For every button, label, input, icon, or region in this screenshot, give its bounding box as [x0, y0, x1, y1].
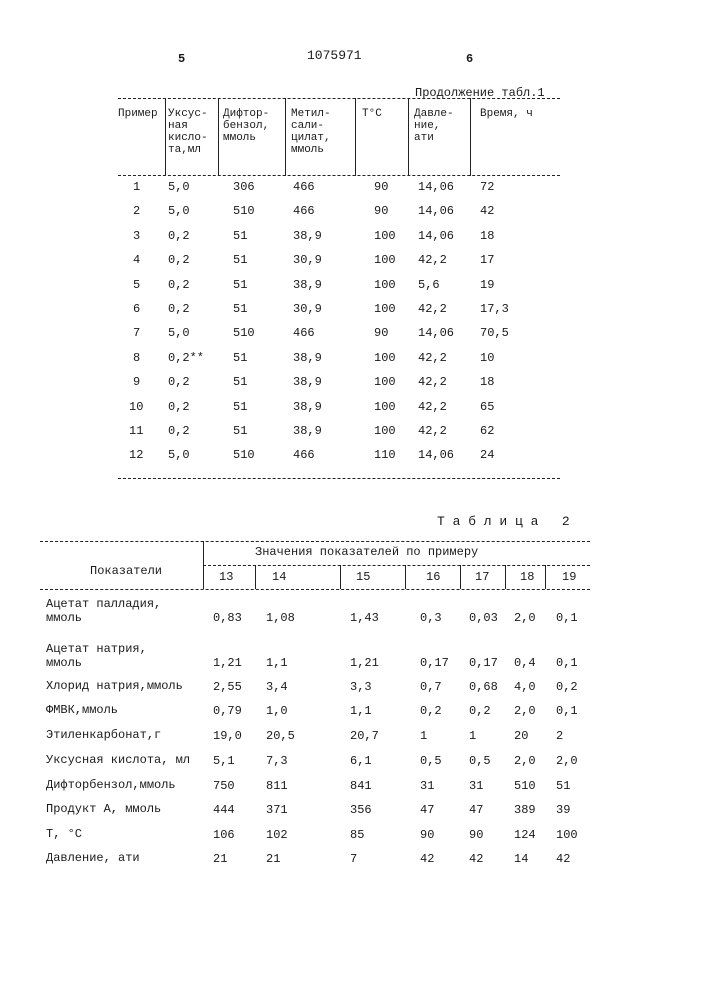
table2-cell: 0,79 [213, 704, 242, 718]
table1-cell: 5,0 [168, 326, 190, 340]
table1-bottom-rule [118, 478, 560, 479]
column-number-right: 6 [466, 52, 473, 66]
table1-cell: 5,6 [418, 278, 440, 292]
table2-cell: 1,43 [350, 611, 379, 625]
table2-cell: 371 [266, 803, 288, 817]
table2-cell: 0,3 [420, 611, 442, 625]
table1-cell: 24 [480, 448, 494, 462]
table1-cell: 3 [133, 229, 140, 243]
table1-cell: 38,9 [293, 229, 322, 243]
table2-cell: 106 [213, 828, 235, 842]
table2-cell: 1,08 [266, 611, 295, 625]
table2-cell: 102 [266, 828, 288, 842]
table2-cell: 20 [514, 729, 528, 743]
table2-cell: 21 [266, 852, 280, 866]
table2-cell: 0,1 [556, 704, 578, 718]
table1-cell: 19 [480, 278, 494, 292]
column-number-left: 5 [178, 52, 185, 66]
table2-cell: 31 [420, 779, 434, 793]
table2-cell: 3,3 [350, 680, 372, 694]
table2-cell: 2,0 [514, 754, 536, 768]
table1-top-rule [118, 98, 560, 99]
table2-cell: 31 [469, 779, 483, 793]
table1-cell: 306 [233, 180, 255, 194]
table1-cell: 100 [374, 253, 396, 267]
table2-cell: 1,21 [213, 656, 242, 670]
table2-cell: 20,5 [266, 729, 295, 743]
table1-cell: 14,06 [418, 204, 454, 218]
patent-number: 1075971 [307, 48, 362, 63]
table1-column-header: Пример [118, 108, 158, 120]
table1-cell: 30,9 [293, 302, 322, 316]
table2-cell: 389 [514, 803, 536, 817]
table2-cell: 6,1 [350, 754, 372, 768]
table2-cell: 7,3 [266, 754, 288, 768]
table1-cell: 466 [293, 204, 315, 218]
table2-cell: 2 [556, 729, 563, 743]
table1-cell: 62 [480, 424, 494, 438]
table1-cell: 51 [233, 375, 247, 389]
table2-row-label: Уксусная кислота, мл [46, 753, 190, 767]
table1-column-divider [165, 98, 166, 176]
table1-cell: 466 [293, 326, 315, 340]
table1-cell: 8 [133, 351, 140, 365]
table1-cell: 5,0 [168, 204, 190, 218]
table2-row-header: Показатели [90, 564, 162, 578]
table1-cell: 100 [374, 278, 396, 292]
table1-column-header: T°C [362, 108, 382, 120]
table1-cell: 5,0 [168, 180, 190, 194]
table1-cell: 100 [374, 351, 396, 365]
table1-cell: 12 [129, 448, 143, 462]
table1-cell: 100 [374, 229, 396, 243]
table2-column-header: 15 [356, 570, 370, 584]
table1-cell: 0,2** [168, 351, 204, 365]
table1-cell: 9 [133, 375, 140, 389]
table2-column-header: 14 [272, 570, 286, 584]
table1-cell: 11 [129, 424, 143, 438]
table1-cell: 51 [233, 253, 247, 267]
table1-cell: 0,2 [168, 400, 190, 414]
table2-cell: 0,17 [469, 656, 498, 670]
table1-cell: 5 [133, 278, 140, 292]
table2-cell: 3,4 [266, 680, 288, 694]
table1-cell: 6 [133, 302, 140, 316]
table1-cell: 42,2 [418, 302, 447, 316]
table2-cell: 510 [514, 779, 536, 793]
table1-cell: 110 [374, 448, 396, 462]
table1-cell: 0,2 [168, 375, 190, 389]
table1-cell: 38,9 [293, 424, 322, 438]
table2-cell: 2,0 [556, 754, 578, 768]
table2-cell: 90 [420, 828, 434, 842]
table2-column-divider [545, 565, 546, 589]
table2-cell: 1,1 [266, 656, 288, 670]
table2-cell: 0,7 [420, 680, 442, 694]
table1-cell: 17,3 [480, 302, 509, 316]
table2-cell: 841 [350, 779, 372, 793]
table1-column-divider [285, 98, 286, 176]
table2-row-label: Дифторбензол,ммоль [46, 778, 176, 792]
table2-cell: 0,2 [556, 680, 578, 694]
table1-cell: 18 [480, 229, 494, 243]
table1-caption: Продолжение табл.1 [415, 86, 545, 100]
table2-cell: 90 [469, 828, 483, 842]
table1-column-header: Уксус- ная кисло- та,мл [168, 108, 208, 156]
table1-cell: 51 [233, 302, 247, 316]
table1-cell: 1 [133, 180, 140, 194]
table1-cell: 90 [374, 204, 388, 218]
table1-cell: 18 [480, 375, 494, 389]
table1-column-divider [218, 98, 219, 176]
table1-cell: 7 [133, 326, 140, 340]
table1-cell: 51 [233, 351, 247, 365]
table1-cell: 0,2 [168, 278, 190, 292]
table1-cell: 51 [233, 278, 247, 292]
table2-cell: 1 [469, 729, 476, 743]
table2-column-divider [340, 565, 341, 589]
table1-cell: 70,5 [480, 326, 509, 340]
table2-column-divider [505, 565, 506, 589]
table1-cell: 466 [293, 448, 315, 462]
table1-column-divider [470, 98, 471, 176]
table2-row-label: Хлорид натрия,ммоль [46, 679, 183, 693]
table2-cell: 42 [556, 852, 570, 866]
table1-cell: 42,2 [418, 351, 447, 365]
table1-cell: 65 [480, 400, 494, 414]
table2-cell: 0,03 [469, 611, 498, 625]
table1-cell: 51 [233, 229, 247, 243]
table2-row-label: Ацетат натрия, ммоль [46, 642, 147, 670]
table2-cell: 21 [213, 852, 227, 866]
table1-cell: 100 [374, 302, 396, 316]
table2-cell: 42 [420, 852, 434, 866]
table1-cell: 510 [233, 204, 255, 218]
table1-cell: 10 [129, 400, 143, 414]
table2-cell: 39 [556, 803, 570, 817]
table2-cell: 0,1 [556, 611, 578, 625]
table1-cell: 14,06 [418, 229, 454, 243]
table1-cell: 2 [133, 204, 140, 218]
table1-cell: 4 [133, 253, 140, 267]
table2-cell: 19,0 [213, 729, 242, 743]
table2-cell: 0,2 [469, 704, 491, 718]
table2-row-label: Продукт А, ммоль [46, 802, 161, 816]
table1-cell: 10 [480, 351, 494, 365]
table1-cell: 0,2 [168, 253, 190, 267]
table2-cell: 1 [420, 729, 427, 743]
table1-cell: 0,2 [168, 302, 190, 316]
table1-column-header: Метил- сали- цилат, ммоль [291, 108, 331, 156]
table2-cell: 444 [213, 803, 235, 817]
table2-cell: 1,21 [350, 656, 379, 670]
table1-cell: 510 [233, 448, 255, 462]
table2-cell: 1,1 [350, 704, 372, 718]
table2-cell: 0,5 [469, 754, 491, 768]
table2-cell: 124 [514, 828, 536, 842]
table2-cell: 811 [266, 779, 288, 793]
table2-row-label: Ацетат палладия, ммоль [46, 597, 161, 625]
table2-column-header: 13 [219, 570, 233, 584]
table1-cell: 72 [480, 180, 494, 194]
table2-row-label: Давление, ати [46, 851, 140, 865]
table1-cell: 100 [374, 400, 396, 414]
table2-cell: 20,7 [350, 729, 379, 743]
table1-cell: 100 [374, 375, 396, 389]
table1-cell: 5,0 [168, 448, 190, 462]
table2-cell: 356 [350, 803, 372, 817]
table2-cell: 51 [556, 779, 570, 793]
table1-column-divider [355, 98, 356, 176]
table1-cell: 466 [293, 180, 315, 194]
table1-cell: 17 [480, 253, 494, 267]
table1-cell: 90 [374, 180, 388, 194]
table1-cell: 38,9 [293, 278, 322, 292]
table1-cell: 90 [374, 326, 388, 340]
table2-group-header: Значения показателей по примеру [255, 545, 478, 559]
table2-cell: 42 [469, 852, 483, 866]
table2-cell: 0,4 [514, 656, 536, 670]
table1-column-header: Время, ч [480, 108, 533, 120]
table2-cell: 47 [420, 803, 434, 817]
table1-cell: 38,9 [293, 375, 322, 389]
table2-cell: 47 [469, 803, 483, 817]
table2-cell: 0,68 [469, 680, 498, 694]
table2-header-rule [40, 589, 590, 590]
table1-column-header: Дифтор- бензол, ммоль [223, 108, 269, 144]
table2-cell: 0,17 [420, 656, 449, 670]
table1-cell: 14,06 [418, 326, 454, 340]
table1-cell: 42,2 [418, 375, 447, 389]
table1-cell: 510 [233, 326, 255, 340]
table1-cell: 42 [480, 204, 494, 218]
table2-cell: 100 [556, 828, 578, 842]
table2-cell: 7 [350, 852, 357, 866]
table2-column-header: 16 [426, 570, 440, 584]
table2-cell: 0,83 [213, 611, 242, 625]
table2-cell: 2,55 [213, 680, 242, 694]
table2-cell: 4,0 [514, 680, 536, 694]
table1-cell: 0,2 [168, 229, 190, 243]
table1-cell: 38,9 [293, 400, 322, 414]
table2-column-header: 17 [475, 570, 489, 584]
table1-cell: 42,2 [418, 424, 447, 438]
table2-cell: 0,5 [420, 754, 442, 768]
table2-row-label: ФМВК,ммоль [46, 703, 118, 717]
table1-cell: 100 [374, 424, 396, 438]
table1-cell: 38,9 [293, 351, 322, 365]
table2-cell: 0,1 [556, 656, 578, 670]
table1-cell: 0,2 [168, 424, 190, 438]
table1-cell: 51 [233, 400, 247, 414]
table1-cell: 42,2 [418, 253, 447, 267]
table1-cell: 42,2 [418, 400, 447, 414]
table1-cell: 14,06 [418, 448, 454, 462]
table2-cell: 1,0 [266, 704, 288, 718]
table2-column-header: 18 [520, 570, 534, 584]
table1-cell: 51 [233, 424, 247, 438]
table2-cell: 2,0 [514, 704, 536, 718]
table1-header-rule [118, 175, 560, 176]
table1-cell: 14,06 [418, 180, 454, 194]
table2-cell: 85 [350, 828, 364, 842]
table2-top-rule [40, 541, 590, 542]
table2-column-divider [405, 565, 406, 589]
table2-cell: 750 [213, 779, 235, 793]
table2-column-divider [255, 565, 256, 589]
table2-row-label: Этиленкарбонат,г [46, 728, 161, 742]
table2-column-divider [460, 565, 461, 589]
patent-page [0, 0, 707, 1000]
table2-group-rule [203, 565, 590, 566]
table1-column-divider [408, 98, 409, 176]
table2-caption: Т а б л и ц а 2 [437, 514, 570, 529]
table1-column-header: Давле- ние, ати [414, 108, 454, 144]
table2-column-header: 19 [562, 570, 576, 584]
table1-cell: 30,9 [293, 253, 322, 267]
table2-cell: 2,0 [514, 611, 536, 625]
table2-row-label: Т, °С [46, 827, 82, 841]
table2-cell: 5,1 [213, 754, 235, 768]
table2-column-divider [203, 541, 204, 589]
table2-cell: 14 [514, 852, 528, 866]
table2-cell: 0,2 [420, 704, 442, 718]
